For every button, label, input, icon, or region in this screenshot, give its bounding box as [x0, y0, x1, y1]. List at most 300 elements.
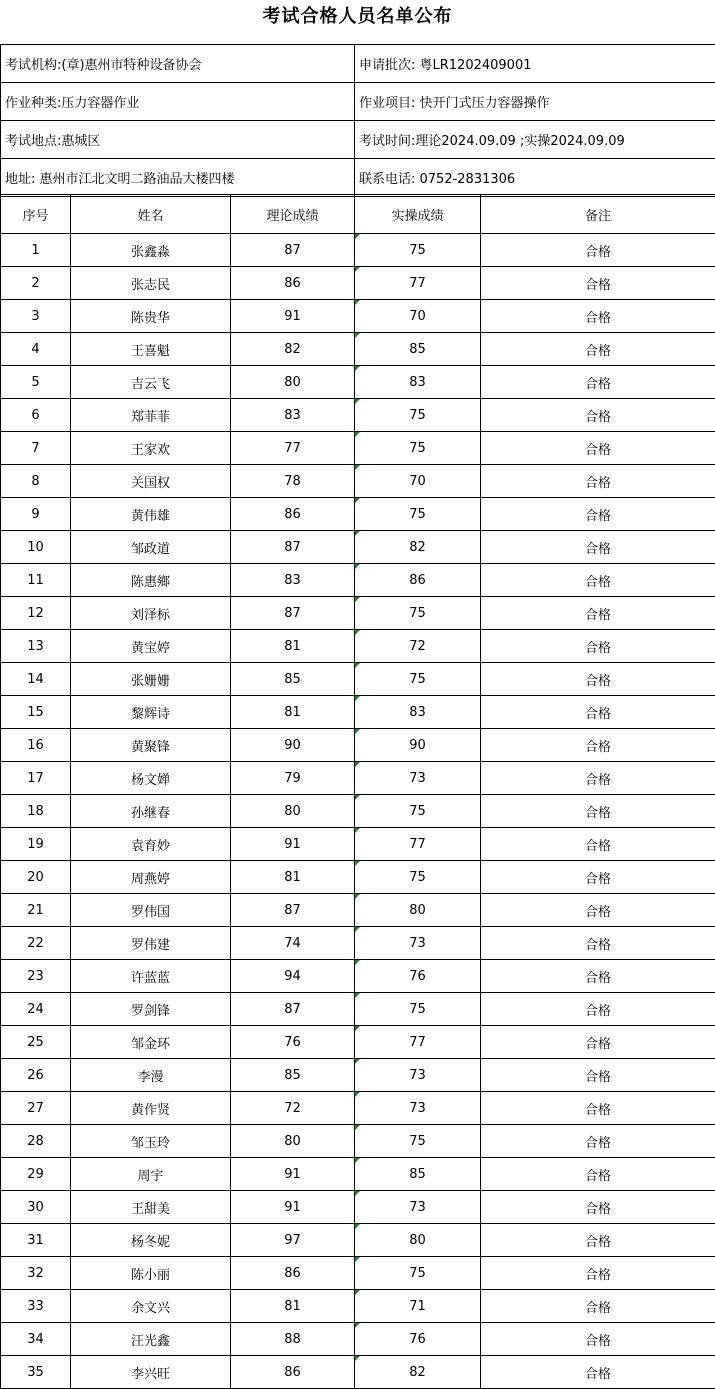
remark-cell: 合格 [481, 1158, 715, 1191]
cell-marker-icon [355, 663, 360, 668]
practical-score-cell [355, 993, 481, 1026]
remark-cell: 合格 [481, 1125, 715, 1158]
seq-cell: 26 [1, 1059, 71, 1092]
theory-score-cell: 91 [231, 300, 355, 333]
seq-cell: 17 [1, 762, 71, 795]
name-cell: 张姗姗 [71, 663, 231, 696]
practical-score-cell [355, 531, 481, 564]
seq-cell: 7 [1, 432, 71, 465]
cell-marker-icon [355, 597, 360, 602]
remark-cell: 合格 [481, 498, 715, 531]
info-table [0, 44, 715, 197]
practical-score-cell [355, 234, 481, 267]
table-row [1, 993, 715, 1026]
practical-score-cell [355, 1323, 481, 1356]
theory-score-cell: 85 [231, 663, 355, 696]
seq-cell: 20 [1, 861, 71, 894]
name-cell: 关国权 [71, 465, 231, 498]
theory-score-cell: 80 [231, 366, 355, 399]
remark-cell: 合格 [481, 465, 715, 498]
practical-score-cell [355, 828, 481, 861]
table-row [1, 465, 715, 498]
remark-cell: 合格 [481, 1290, 715, 1323]
seq-cell: 33 [1, 1290, 71, 1323]
theory-score-cell: 91 [231, 1158, 355, 1191]
seq-cell: 3 [1, 300, 71, 333]
practical-score-text: 83 [409, 704, 426, 720]
practical-score-cell [355, 1026, 481, 1059]
table-row [1, 927, 715, 960]
remark-cell: 合格 [481, 960, 715, 993]
practical-score-cell [355, 333, 481, 366]
exam-org: 考试机构:(章)惠州市特种设备协会 [1, 45, 355, 83]
seq-cell: 4 [1, 333, 71, 366]
name-cell: 邹玉玲 [71, 1125, 231, 1158]
practical-score-cell [355, 795, 481, 828]
practical-score-text: 75 [409, 671, 426, 687]
cell-marker-icon [355, 993, 360, 998]
practical-score-text: 73 [409, 1100, 426, 1116]
theory-score-cell: 81 [231, 696, 355, 729]
name-cell: 罗伟建 [71, 927, 231, 960]
theory-score-cell: 90 [231, 729, 355, 762]
practical-score-cell [355, 432, 481, 465]
practical-score-cell [355, 1257, 481, 1290]
remark-cell: 合格 [481, 861, 715, 894]
table-row [1, 696, 715, 729]
remark-cell: 合格 [481, 333, 715, 366]
practical-score-cell [355, 630, 481, 663]
practical-score-cell [355, 960, 481, 993]
table-row [1, 894, 715, 927]
seq-cell: 28 [1, 1125, 71, 1158]
practical-score-text: 75 [409, 440, 426, 456]
table-row [1, 729, 715, 762]
practical-score-cell [355, 1158, 481, 1191]
remark-cell: 合格 [481, 1224, 715, 1257]
practical-score-text: 77 [409, 1034, 426, 1050]
theory-score-cell: 72 [231, 1092, 355, 1125]
theory-score-cell: 74 [231, 927, 355, 960]
seq-cell: 13 [1, 630, 71, 663]
theory-score-cell: 88 [231, 1323, 355, 1356]
remark-cell: 合格 [481, 366, 715, 399]
info-row [1, 121, 715, 159]
col-header-name: 姓名 [71, 195, 231, 234]
cell-marker-icon [355, 960, 360, 965]
remark-cell: 合格 [481, 1257, 715, 1290]
theory-score-cell: 87 [231, 894, 355, 927]
seq-cell: 24 [1, 993, 71, 1026]
theory-score-cell: 81 [231, 630, 355, 663]
name-cell: 余文兴 [71, 1290, 231, 1323]
table-row [1, 828, 715, 861]
name-cell: 王喜魁 [71, 333, 231, 366]
name-cell: 汪光鑫 [71, 1323, 231, 1356]
name-cell: 孙继春 [71, 795, 231, 828]
seq-cell: 29 [1, 1158, 71, 1191]
practical-score-cell [355, 1092, 481, 1125]
name-cell: 黄作贤 [71, 1092, 231, 1125]
table-row [1, 1356, 715, 1389]
cell-marker-icon [355, 1092, 360, 1097]
practical-score-text: 71 [409, 1298, 426, 1314]
theory-score-cell: 76 [231, 1026, 355, 1059]
practical-score-text: 76 [409, 968, 426, 984]
name-cell: 刘泽标 [71, 597, 231, 630]
seq-cell: 19 [1, 828, 71, 861]
theory-score-cell: 87 [231, 531, 355, 564]
col-header-practical: 实操成绩 [355, 195, 481, 234]
remark-cell: 合格 [481, 399, 715, 432]
cell-marker-icon [355, 1158, 360, 1163]
theory-score-cell: 80 [231, 1125, 355, 1158]
remark-cell: 合格 [481, 993, 715, 1026]
seq-cell: 30 [1, 1191, 71, 1224]
remark-cell: 合格 [481, 729, 715, 762]
phone: 联系电话: 0752-2831306 [355, 159, 715, 197]
practical-score-text: 75 [409, 803, 426, 819]
practical-score-cell [355, 267, 481, 300]
name-cell: 吉云飞 [71, 366, 231, 399]
practical-score-cell [355, 1191, 481, 1224]
theory-score-cell: 79 [231, 762, 355, 795]
remark-cell: 合格 [481, 234, 715, 267]
table-row [1, 663, 715, 696]
seq-cell: 21 [1, 894, 71, 927]
remark-cell: 合格 [481, 531, 715, 564]
cell-marker-icon [355, 828, 360, 833]
table-row [1, 1290, 715, 1323]
cell-marker-icon [355, 498, 360, 503]
name-cell: 黎辉诗 [71, 696, 231, 729]
practical-score-text: 85 [409, 341, 426, 357]
remark-cell: 合格 [481, 1092, 715, 1125]
name-cell: 罗伟国 [71, 894, 231, 927]
cell-marker-icon [355, 300, 360, 305]
practical-score-cell [355, 498, 481, 531]
name-cell: 黄聚锋 [71, 729, 231, 762]
practical-score-cell [355, 729, 481, 762]
name-cell: 陈小丽 [71, 1257, 231, 1290]
practical-score-cell [355, 465, 481, 498]
theory-score-cell: 77 [231, 432, 355, 465]
theory-score-cell: 86 [231, 1257, 355, 1290]
remark-cell: 合格 [481, 762, 715, 795]
theory-score-cell: 86 [231, 498, 355, 531]
remark-cell: 合格 [481, 564, 715, 597]
page-title: 考试合格人员名单公布 [262, 6, 453, 27]
practical-score-cell [355, 300, 481, 333]
name-cell: 周燕婷 [71, 861, 231, 894]
table-row [1, 366, 715, 399]
cell-marker-icon [355, 729, 360, 734]
cell-marker-icon [355, 696, 360, 701]
table-row [1, 960, 715, 993]
practical-score-cell [355, 663, 481, 696]
practical-score-cell [355, 366, 481, 399]
practical-score-cell [355, 762, 481, 795]
table-row [1, 498, 715, 531]
practical-score-text: 73 [409, 935, 426, 951]
cell-marker-icon [355, 1191, 360, 1196]
col-header-seq: 序号 [1, 195, 71, 234]
theory-score-cell: 83 [231, 399, 355, 432]
table-row [1, 1092, 715, 1125]
remark-cell: 合格 [481, 663, 715, 696]
seq-cell: 31 [1, 1224, 71, 1257]
name-cell: 王甜美 [71, 1191, 231, 1224]
practical-score-text: 75 [409, 869, 426, 885]
cell-marker-icon [355, 1026, 360, 1031]
cell-marker-icon [355, 1125, 360, 1130]
table-row [1, 762, 715, 795]
practical-score-cell [355, 399, 481, 432]
remark-cell: 合格 [481, 927, 715, 960]
table-row [1, 300, 715, 333]
theory-score-cell: 85 [231, 1059, 355, 1092]
practical-score-text: 73 [409, 770, 426, 786]
info-row [1, 45, 715, 83]
practical-score-text: 83 [409, 374, 426, 390]
table-row [1, 597, 715, 630]
theory-score-cell: 94 [231, 960, 355, 993]
practical-score-text: 82 [409, 539, 426, 555]
remark-cell: 合格 [481, 696, 715, 729]
practical-score-text: 70 [409, 308, 426, 324]
practical-score-text: 76 [409, 1331, 426, 1347]
seq-cell: 34 [1, 1323, 71, 1356]
cell-marker-icon [355, 531, 360, 536]
seq-cell: 22 [1, 927, 71, 960]
name-cell: 许蓝蓝 [71, 960, 231, 993]
name-cell: 李漫 [71, 1059, 231, 1092]
seq-cell: 25 [1, 1026, 71, 1059]
cell-marker-icon [355, 234, 360, 239]
seq-cell: 2 [1, 267, 71, 300]
remark-cell: 合格 [481, 630, 715, 663]
remark-cell: 合格 [481, 1191, 715, 1224]
theory-score-cell: 87 [231, 597, 355, 630]
results-body [1, 234, 715, 1389]
table-row [1, 1026, 715, 1059]
remark-cell: 合格 [481, 795, 715, 828]
practical-score-text: 75 [409, 242, 426, 258]
seq-cell: 10 [1, 531, 71, 564]
name-cell: 罗剑锋 [71, 993, 231, 1026]
table-row [1, 630, 715, 663]
name-cell: 周宇 [71, 1158, 231, 1191]
practical-score-cell [355, 1290, 481, 1323]
table-row [1, 432, 715, 465]
practical-score-text: 75 [409, 407, 426, 423]
remark-cell: 合格 [481, 1356, 715, 1389]
practical-score-text: 77 [409, 836, 426, 852]
remark-cell: 合格 [481, 300, 715, 333]
work-category: 作业种类:压力容器作业 [1, 83, 355, 121]
remark-cell: 合格 [481, 894, 715, 927]
practical-score-cell [355, 1125, 481, 1158]
table-row [1, 1224, 715, 1257]
table-row [1, 333, 715, 366]
practical-score-cell [355, 696, 481, 729]
theory-score-cell: 83 [231, 564, 355, 597]
cell-marker-icon [355, 795, 360, 800]
cell-marker-icon [355, 564, 360, 569]
cell-marker-icon [355, 1224, 360, 1229]
theory-score-cell: 86 [231, 1356, 355, 1389]
seq-cell: 16 [1, 729, 71, 762]
name-cell: 张鑫淼 [71, 234, 231, 267]
name-cell: 李兴旺 [71, 1356, 231, 1389]
cell-marker-icon [355, 399, 360, 404]
seq-cell: 1 [1, 234, 71, 267]
practical-score-cell [355, 927, 481, 960]
info-row [1, 159, 715, 197]
theory-score-cell: 91 [231, 1191, 355, 1224]
table-row [1, 1059, 715, 1092]
cell-marker-icon [355, 861, 360, 866]
theory-score-cell: 81 [231, 1290, 355, 1323]
cell-marker-icon [355, 465, 360, 470]
table-row [1, 234, 715, 267]
practical-score-cell [355, 1224, 481, 1257]
table-row [1, 861, 715, 894]
seq-cell: 32 [1, 1257, 71, 1290]
table-row [1, 531, 715, 564]
cell-marker-icon [355, 267, 360, 272]
header-row [1, 195, 715, 234]
practical-score-text: 72 [409, 638, 426, 654]
table-row [1, 1158, 715, 1191]
remark-cell: 合格 [481, 1026, 715, 1059]
seq-cell: 35 [1, 1356, 71, 1389]
name-cell: 邹金环 [71, 1026, 231, 1059]
cell-marker-icon [355, 1323, 360, 1328]
practical-score-text: 75 [409, 1265, 426, 1281]
cell-marker-icon [355, 1356, 360, 1361]
approval-batch: 申请批次: 粤LR1202409001 [355, 45, 715, 83]
exam-location: 考试地点:惠城区 [1, 121, 355, 159]
seq-cell: 11 [1, 564, 71, 597]
work-item: 作业项目: 快开门式压力容器操作 [355, 83, 715, 121]
cell-marker-icon [355, 1059, 360, 1064]
name-cell: 黄宝婷 [71, 630, 231, 663]
practical-score-text: 86 [409, 572, 426, 588]
theory-score-cell: 78 [231, 465, 355, 498]
cell-marker-icon [355, 894, 360, 899]
table-row [1, 1125, 715, 1158]
theory-score-cell: 91 [231, 828, 355, 861]
seq-cell: 12 [1, 597, 71, 630]
seq-cell: 15 [1, 696, 71, 729]
practical-score-text: 77 [409, 275, 426, 291]
name-cell: 郑菲菲 [71, 399, 231, 432]
table-row [1, 1257, 715, 1290]
practical-score-cell [355, 597, 481, 630]
practical-score-cell [355, 861, 481, 894]
table-row [1, 1323, 715, 1356]
name-cell: 袁育妙 [71, 828, 231, 861]
theory-score-cell: 82 [231, 333, 355, 366]
practical-score-text: 80 [409, 1232, 426, 1248]
cell-marker-icon [355, 630, 360, 635]
table-row [1, 267, 715, 300]
practical-score-text: 75 [409, 605, 426, 621]
col-header-remark: 备注 [481, 195, 715, 234]
exam-time: 考试时间:理论2024.09.09 ;实操2024.09.09 [355, 121, 715, 159]
remark-cell: 合格 [481, 267, 715, 300]
cell-marker-icon [355, 762, 360, 767]
table-row [1, 795, 715, 828]
practical-score-cell [355, 564, 481, 597]
name-cell: 陈贵华 [71, 300, 231, 333]
practical-score-text: 90 [409, 737, 426, 753]
seq-cell: 23 [1, 960, 71, 993]
remark-cell: 合格 [481, 1323, 715, 1356]
cell-marker-icon [355, 927, 360, 932]
practical-score-text: 85 [409, 1166, 426, 1182]
name-cell: 陈惠鄉 [71, 564, 231, 597]
name-cell: 杨冬妮 [71, 1224, 231, 1257]
cell-marker-icon [355, 432, 360, 437]
theory-score-cell: 87 [231, 993, 355, 1026]
theory-score-cell: 86 [231, 267, 355, 300]
seq-cell: 8 [1, 465, 71, 498]
address: 地址: 惠州市江北文明二路油品大楼四楼 [1, 159, 355, 197]
remark-cell: 合格 [481, 597, 715, 630]
seq-cell: 18 [1, 795, 71, 828]
theory-score-cell: 87 [231, 234, 355, 267]
theory-score-cell: 80 [231, 795, 355, 828]
name-cell: 张志民 [71, 267, 231, 300]
practical-score-text: 75 [409, 1001, 426, 1017]
table-row [1, 399, 715, 432]
name-cell: 黄伟雄 [71, 498, 231, 531]
cell-marker-icon [355, 333, 360, 338]
cell-marker-icon [355, 1290, 360, 1295]
name-cell: 王家欢 [71, 432, 231, 465]
seq-cell: 9 [1, 498, 71, 531]
cell-marker-icon [355, 366, 360, 371]
seq-cell: 27 [1, 1092, 71, 1125]
practical-score-text: 73 [409, 1199, 426, 1215]
name-cell: 杨文婵 [71, 762, 231, 795]
cell-marker-icon [355, 1257, 360, 1262]
name-cell: 邹政道 [71, 531, 231, 564]
practical-score-cell [355, 894, 481, 927]
seq-cell: 5 [1, 366, 71, 399]
table-row [1, 1191, 715, 1224]
remark-cell: 合格 [481, 432, 715, 465]
remark-cell: 合格 [481, 1059, 715, 1092]
practical-score-cell [355, 1059, 481, 1092]
seq-cell: 14 [1, 663, 71, 696]
practical-score-text: 82 [409, 1364, 426, 1380]
results-table [0, 194, 715, 1389]
col-header-theory: 理论成绩 [231, 195, 355, 234]
theory-score-cell: 97 [231, 1224, 355, 1257]
practical-score-text: 73 [409, 1067, 426, 1083]
practical-score-text: 80 [409, 902, 426, 918]
remark-cell: 合格 [481, 828, 715, 861]
info-row [1, 83, 715, 121]
practical-score-text: 75 [409, 506, 426, 522]
table-row [1, 564, 715, 597]
seq-cell: 6 [1, 399, 71, 432]
theory-score-cell: 81 [231, 861, 355, 894]
practical-score-text: 75 [409, 1133, 426, 1149]
